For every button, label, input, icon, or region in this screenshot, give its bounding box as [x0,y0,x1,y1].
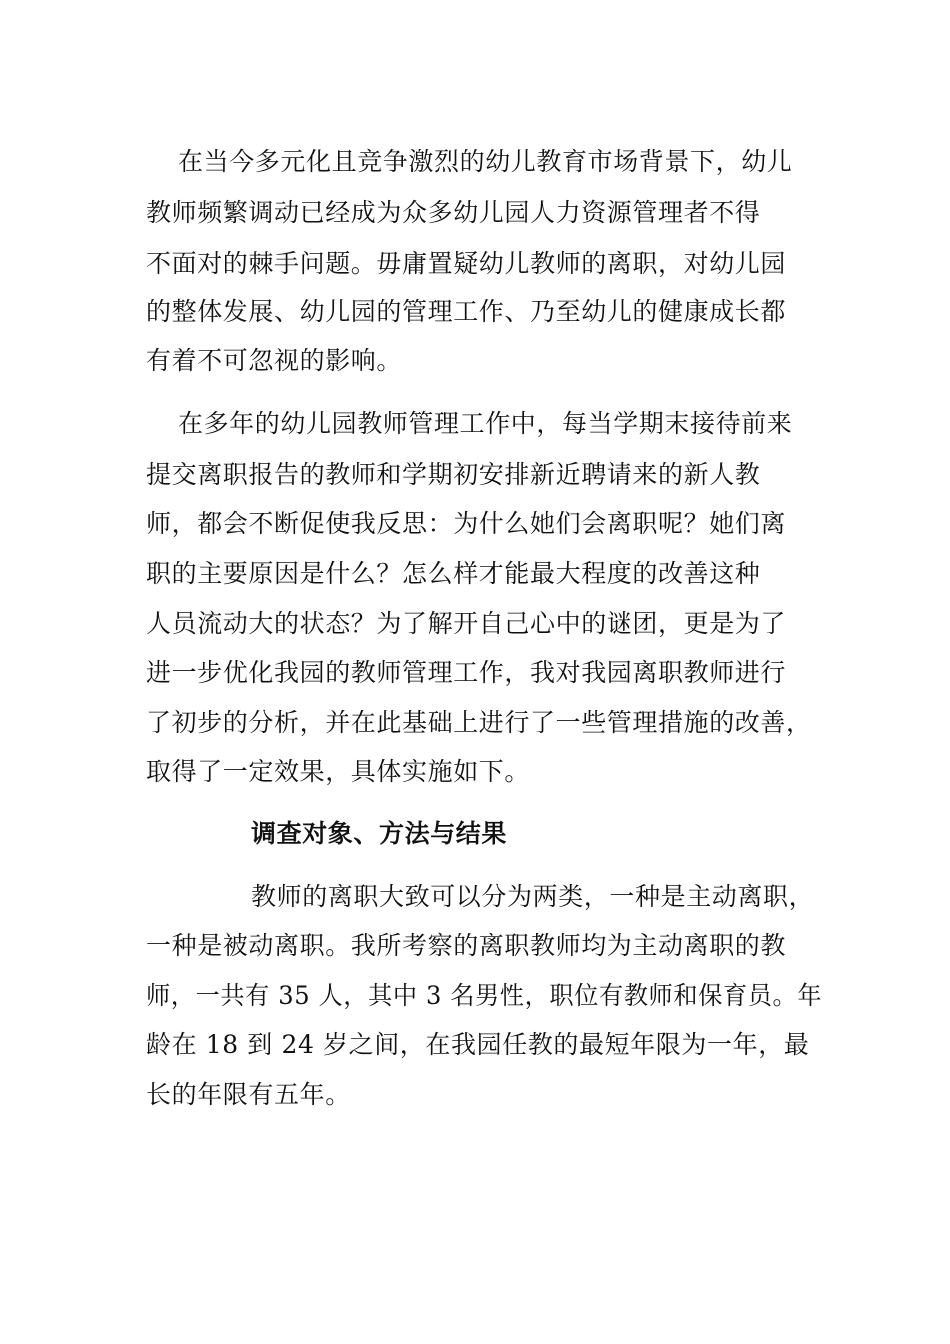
section-heading: 调查对象、方法与结果 [251,819,508,848]
paragraph-1-line-3: 不面对的棘手问题。毋庸置疑幼儿教师的离职，对幼儿园 [146,249,787,278]
paragraph-3-line-4: 龄在 18 到 24 岁之间，在我园任教的最短年限为一年，最 [146,1030,810,1059]
paragraph-3-line-1: 教师的离职大致可以分为两类，一种是主动离职， [251,882,815,911]
paragraph-1-line-5: 有着不可忽视的影响。 [146,346,403,375]
paragraph-2-line-2: 提交离职报告的教师和学期初安排新近聘请来的新人教 [146,460,761,489]
paragraph-2-line-8: 取得了一定效果，具体实施如下。 [146,757,531,786]
paragraph-2-line-3: 师，都会不断促使我反思：为什么她们会离职呢？她们离 [146,509,787,538]
paragraph-2-line-7: 了初步的分析，并在此基础上进行了一些管理措施的改善， [146,708,812,737]
paragraph-2-line-5: 人员流动大的状态？为了解开自己心中的谜团，更是为了 [146,609,787,638]
paragraph-2-line-6: 进一步优化我园的教师管理工作，我对我园离职教师进行 [146,658,787,687]
paragraph-1-line-4: 的整体发展、幼儿园的管理工作、乃至幼儿的健康成长都 [146,297,787,326]
paragraph-3-line-5: 长的年限有五年。 [146,1080,351,1109]
paragraph-1-line-1: 在当今多元化且竞争激烈的幼儿教育市场背景下，幼儿 [178,147,793,176]
paragraph-2-line-4: 职的主要原因是什么？怎么样才能最大程度的改善这种 [146,559,761,588]
paragraph-3-line-3: 师，一共有 35 人，其中 3 名男性，职位有教师和保育员。年 [146,981,823,1010]
paragraph-3-line-2: 一种是被动离职。我所考察的离职教师均为主动离职的教 [146,931,787,960]
paragraph-1-line-2: 教师频繁调动已经成为众多幼儿园人力资源管理者不得 [146,198,761,227]
paragraph-2-line-1: 在多年的幼儿园教师管理工作中，每当学期末接待前来 [178,409,793,438]
